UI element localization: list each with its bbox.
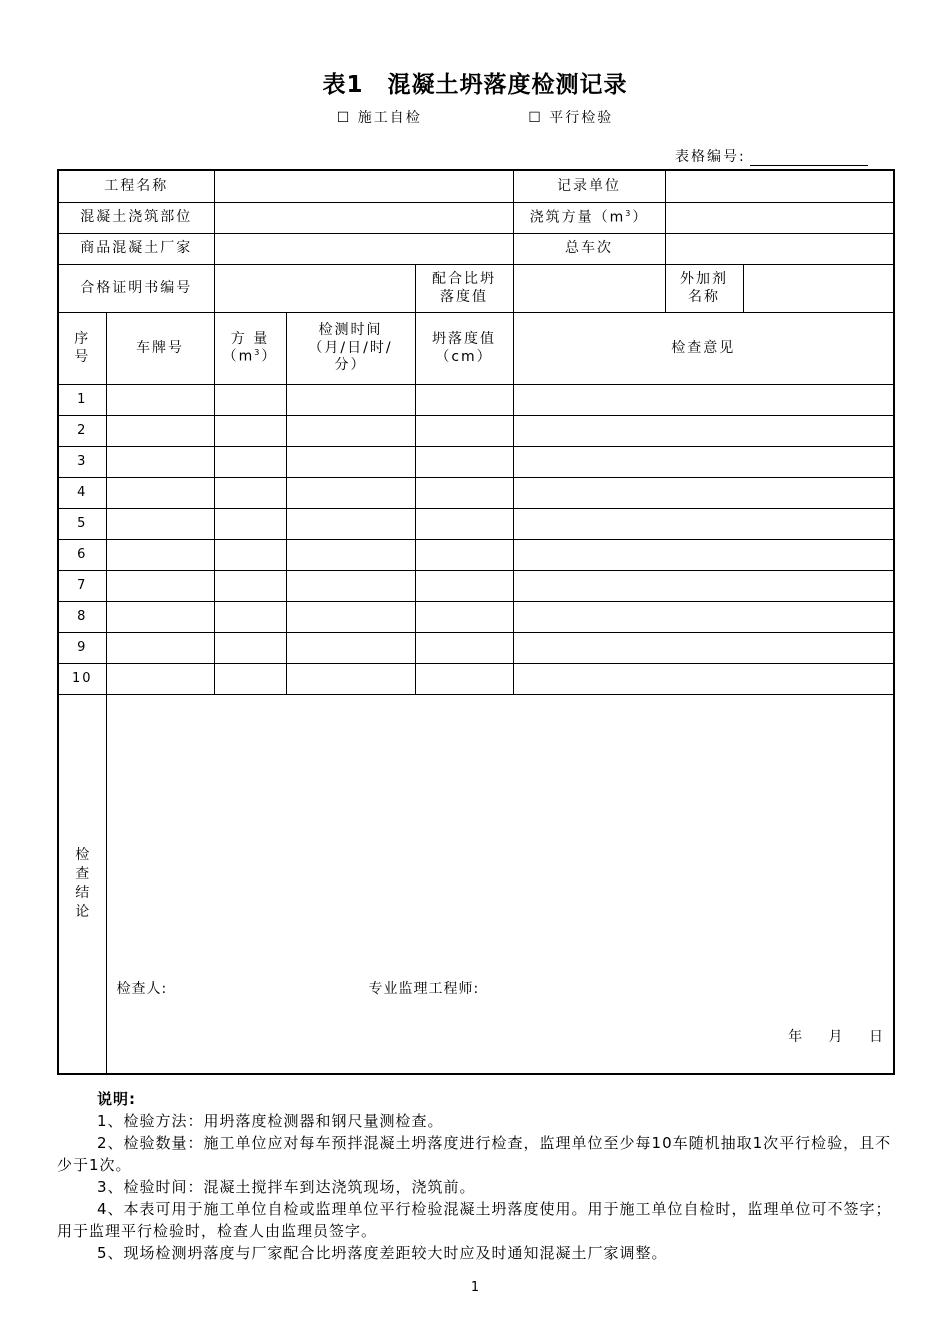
pour-location-label: 混凝土浇筑部位	[58, 203, 214, 234]
volume-cell[interactable]	[214, 633, 286, 664]
table-row	[58, 478, 894, 509]
plate-cell[interactable]	[106, 478, 214, 509]
row-number: 10	[58, 664, 106, 695]
time-cell[interactable]	[286, 447, 415, 478]
volume-cell[interactable]	[214, 447, 286, 478]
opinion-cell[interactable]	[513, 633, 894, 664]
opinion-cell[interactable]	[513, 571, 894, 602]
opinion-cell[interactable]	[513, 385, 894, 416]
form-number	[675, 146, 868, 166]
note-item: 5、现场检测坍落度与厂家配合比坍落度差距较大时应及时通知混凝土厂家调整。	[97, 1244, 668, 1262]
time-cell[interactable]	[286, 509, 415, 540]
conclusion-field[interactable]	[106, 695, 894, 1075]
pour-volume-label: 浇筑方量$(m^3)$	[513, 203, 665, 234]
note-item: 4、本表可用于施工单位自检或监理单位平行检验混凝土坍落度使用。用于施工单位自检时，监理单位可不签字；用于监理平行检验时，检查人由监理员签字。	[57, 1200, 892, 1240]
form-number-label: 表格编号:	[675, 149, 746, 165]
column-header-row	[58, 313, 894, 385]
opinion-cell[interactable]	[513, 540, 894, 571]
inspector-label: 检查人:	[116, 981, 168, 997]
table-row	[58, 234, 894, 265]
volume-cell[interactable]	[214, 540, 286, 571]
time-cell[interactable]	[286, 664, 415, 695]
page-number: 1	[470, 1280, 480, 1295]
mix-slump-label: 配合比坍 落度值	[415, 265, 513, 313]
date-label: 年 月 日	[788, 1029, 884, 1045]
opinion-cell[interactable]	[513, 478, 894, 509]
note-item: 1、检验方法：用坍落度检测器和钢尺量测检查。	[97, 1112, 444, 1130]
conclusion-row	[58, 695, 894, 1075]
self-check-label: 施工自检	[357, 110, 422, 126]
check-type-options	[0, 107, 950, 127]
plate-cell[interactable]	[106, 602, 214, 633]
opinion-cell[interactable]	[513, 602, 894, 633]
seq-header: 序 号	[58, 313, 106, 385]
pour-volume-field[interactable]	[665, 203, 894, 234]
row-number: 5	[58, 509, 106, 540]
table-row	[58, 509, 894, 540]
slump-cell[interactable]	[415, 571, 513, 602]
row-number: 6	[58, 540, 106, 571]
parallel-check-label: 平行检验	[549, 110, 614, 126]
admixture-field[interactable]	[743, 265, 894, 313]
opinion-cell[interactable]	[513, 509, 894, 540]
volume-cell[interactable]	[214, 571, 286, 602]
opinion-cell[interactable]	[513, 664, 894, 695]
slump-cell[interactable]	[415, 540, 513, 571]
slump-cell[interactable]	[415, 416, 513, 447]
opinion-cell[interactable]	[513, 447, 894, 478]
volume-cell[interactable]	[214, 416, 286, 447]
time-cell[interactable]	[286, 385, 415, 416]
plate-cell[interactable]	[106, 664, 214, 695]
slump-cell[interactable]	[415, 385, 513, 416]
row-number: 7	[58, 571, 106, 602]
cert-no-field[interactable]	[214, 265, 415, 313]
plate-cell[interactable]	[106, 447, 214, 478]
total-trucks-field[interactable]	[665, 234, 894, 265]
slump-record-table	[57, 169, 895, 1075]
form-number-field[interactable]	[750, 153, 868, 166]
time-cell[interactable]	[286, 416, 415, 447]
project-name-label: 工程名称	[58, 170, 214, 203]
time-cell[interactable]	[286, 540, 415, 571]
table-row	[58, 170, 894, 203]
plate-cell[interactable]	[106, 633, 214, 664]
note-item: 3、检验时间：混凝土搅拌车到达浇筑现场，浇筑前。	[97, 1178, 476, 1196]
row-number: 9	[58, 633, 106, 664]
supplier-field[interactable]	[214, 234, 513, 265]
table-row	[58, 540, 894, 571]
time-header: 检测时间 （月/日/时/ 分）	[286, 313, 415, 385]
mix-slump-field[interactable]	[513, 265, 665, 313]
time-cell[interactable]	[286, 478, 415, 509]
record-unit-label: 记录单位	[513, 170, 665, 203]
plate-cell[interactable]	[106, 571, 214, 602]
conclusion-label: 检 查 结 论	[58, 695, 106, 1075]
volume-cell[interactable]	[214, 385, 286, 416]
plate-cell[interactable]	[106, 509, 214, 540]
table-row	[58, 385, 894, 416]
row-number: 4	[58, 478, 106, 509]
plate-header: 车牌号	[106, 313, 214, 385]
pour-location-field[interactable]	[214, 203, 513, 234]
slump-cell[interactable]	[415, 633, 513, 664]
plate-cell[interactable]	[106, 416, 214, 447]
time-cell[interactable]	[286, 602, 415, 633]
table-row	[58, 633, 894, 664]
row-number: 1	[58, 385, 106, 416]
admixture-label: 外加剂 名称	[665, 265, 743, 313]
slump-cell[interactable]	[415, 447, 513, 478]
row-number: 2	[58, 416, 106, 447]
cert-no-label: 合格证明书编号	[58, 265, 214, 313]
notes-heading: 说明:	[97, 1090, 136, 1108]
record-unit-field[interactable]	[665, 170, 894, 203]
project-name-field[interactable]	[214, 170, 513, 203]
slump-cell[interactable]	[415, 478, 513, 509]
opinion-header: 检查意见	[513, 313, 894, 385]
volume-cell[interactable]	[214, 664, 286, 695]
self-check-option[interactable]: ☐ 施工自检	[336, 110, 422, 126]
volume-cell[interactable]	[214, 509, 286, 540]
page-title: 表1 混凝土坍落度检测记录	[322, 72, 628, 98]
table-row	[58, 664, 894, 695]
table-row	[58, 265, 894, 313]
table-row	[58, 416, 894, 447]
note-item: 2、检验数量：施工单位应对每车预拌混凝土坍落度进行检查，监理单位至少每10车随机抽取1次平行检验，且不少于1次。	[57, 1134, 892, 1174]
table-row	[58, 203, 894, 234]
table-row	[58, 447, 894, 478]
volume-header: 方 量 $(m^3)$	[214, 313, 286, 385]
opinion-cell[interactable]	[513, 416, 894, 447]
time-cell[interactable]	[286, 633, 415, 664]
volume-cell[interactable]	[214, 478, 286, 509]
table-row	[58, 602, 894, 633]
time-cell[interactable]	[286, 571, 415, 602]
row-number: 8	[58, 602, 106, 633]
slump-cell[interactable]	[415, 664, 513, 695]
supplier-label: 商品混凝土厂家	[58, 234, 214, 265]
slump-cell[interactable]	[415, 509, 513, 540]
plate-cell[interactable]	[106, 540, 214, 571]
total-trucks-label: 总车次	[513, 234, 665, 265]
volume-cell[interactable]	[214, 602, 286, 633]
parallel-check-option[interactable]: ☐ 平行检验	[528, 110, 614, 126]
slump-cell[interactable]	[415, 602, 513, 633]
plate-cell[interactable]	[106, 385, 214, 416]
row-number: 3	[58, 447, 106, 478]
slump-header: 坍落度值 （cm）	[415, 313, 513, 385]
table-row	[58, 571, 894, 602]
supervisor-label: 专业监理工程师:	[368, 981, 480, 997]
notes-section	[57, 1088, 893, 1264]
